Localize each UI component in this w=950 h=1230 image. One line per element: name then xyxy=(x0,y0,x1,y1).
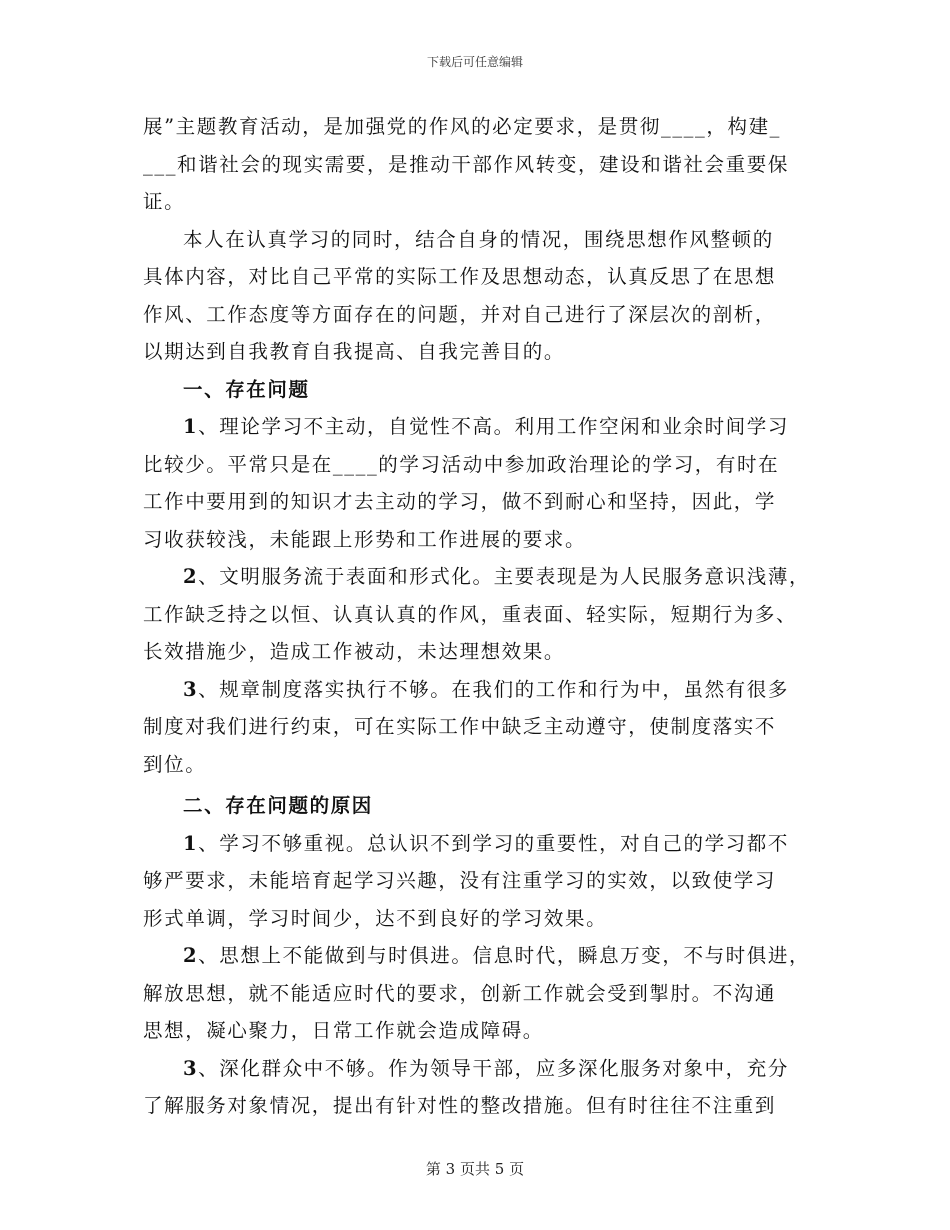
item-number: 3 xyxy=(183,677,199,701)
text-line: 习收获较浅，未能跟上形势和工作进展的要求。 xyxy=(143,527,587,551)
text-line: 作风、工作态度等方面存在的问题，并对自己进行了深层次的剖析， xyxy=(143,302,777,326)
text-line xyxy=(143,408,823,446)
text-line: 工作缺乏持之以恒、认真认真的作风，重表面、轻实际，短期行为多、 xyxy=(143,602,798,626)
item-text: 、学习不够重视。总认识不到学习的重要性，对自己的学习都不 xyxy=(198,831,789,855)
item-text: 、规章制度落实执行不够。在我们的工作和行为中，虽然有很多 xyxy=(198,677,789,701)
text-line: 具体内容，对比自己平常的实际工作及思想动态，认真反思了在思想 xyxy=(143,265,777,288)
item-text: 、深化群众中不够。作为领导干部，应多深化服务对象中，充分 xyxy=(198,1056,789,1080)
text-line: 到位。 xyxy=(143,752,207,776)
text-line xyxy=(143,1050,823,1088)
text-line xyxy=(143,825,823,863)
page-footer: 第 3 页共 5 页 xyxy=(425,1160,525,1178)
text-line: ___和谐社会的现实需要，是推动干部作风转变，建设和谐社会重要保 xyxy=(143,152,789,176)
item-number: 2 xyxy=(183,565,199,588)
cause-item-2 xyxy=(143,937,823,1050)
text-line: 了解服务对象情况，提出有针对性的整改措施。但有时往往不注重到 xyxy=(143,1094,777,1117)
text-line: 以期达到自我教育自我提高、自我完善目的。 xyxy=(143,340,566,363)
item-number: 1 xyxy=(183,415,199,438)
section-heading-causes: 二、存在问题的原因 xyxy=(183,794,373,817)
problem-item-1 xyxy=(143,408,823,558)
text-line: 思想，凝心聚力，日常工作就会造成障碍。 xyxy=(143,1019,544,1042)
item-number: 3 xyxy=(183,1056,199,1080)
item-text: 、思想上不能做到与时俱进。信息时代，瞬息万变，不与时俱进， xyxy=(198,944,811,967)
text-line: 比较少。平常只是在____的学习活动中参加政治理论的学习，有时在 xyxy=(143,452,780,476)
text-line xyxy=(143,937,823,975)
cause-item-3 xyxy=(143,1050,823,1125)
document-body xyxy=(143,108,823,1125)
section-heading-problems: 一、存在问题 xyxy=(183,377,310,401)
text-line: 长效措施少，造成工作被动，未达理想效果。 xyxy=(143,640,566,663)
item-text: 、文明服务流于表面和形式化。主要表现是为人民服务意识浅薄， xyxy=(198,565,811,588)
paragraph-self-reflection xyxy=(143,221,823,371)
text-line: 制度对我们进行约束，可在实际工作中缺乏主动遵守，使制度落实不 xyxy=(143,715,777,738)
text-line xyxy=(143,558,823,596)
item-text: 、理论学习不主动，自觉性不高。利用工作空闲和业余时间学习 xyxy=(198,415,789,438)
text-line xyxy=(143,671,823,709)
text-line: 解放思想，就不能适应时代的要求，创新工作就会受到掣肘。不沟通 xyxy=(143,981,777,1005)
text-line: 够严要求，未能培育起学习兴趣，没有注重学习的实效，以致使学习 xyxy=(143,869,777,892)
text-line: 本人在认真学习的同时，结合自身的情况，围绕思想作风整顿的 xyxy=(183,227,774,251)
item-number: 1 xyxy=(183,831,199,855)
problem-item-3 xyxy=(143,671,823,784)
text-line: 工作中要用到的知识才去主动的学习，做不到耐心和坚持，因此，学 xyxy=(143,490,777,513)
text-line: 展”主题教育活动，是加强党的作风的必定要求，是贯彻____，构建_ xyxy=(143,115,782,138)
page-header: 下载后可任意编辑 xyxy=(426,55,523,69)
problem-item-2 xyxy=(143,558,823,671)
text-line: 形式单调，学习时间少，达不到良好的学习效果。 xyxy=(143,906,608,930)
paragraph-intro-continuation xyxy=(143,108,823,221)
item-number: 2 xyxy=(183,944,199,967)
text-line: 证。 xyxy=(143,190,186,213)
cause-item-1 xyxy=(143,825,823,938)
